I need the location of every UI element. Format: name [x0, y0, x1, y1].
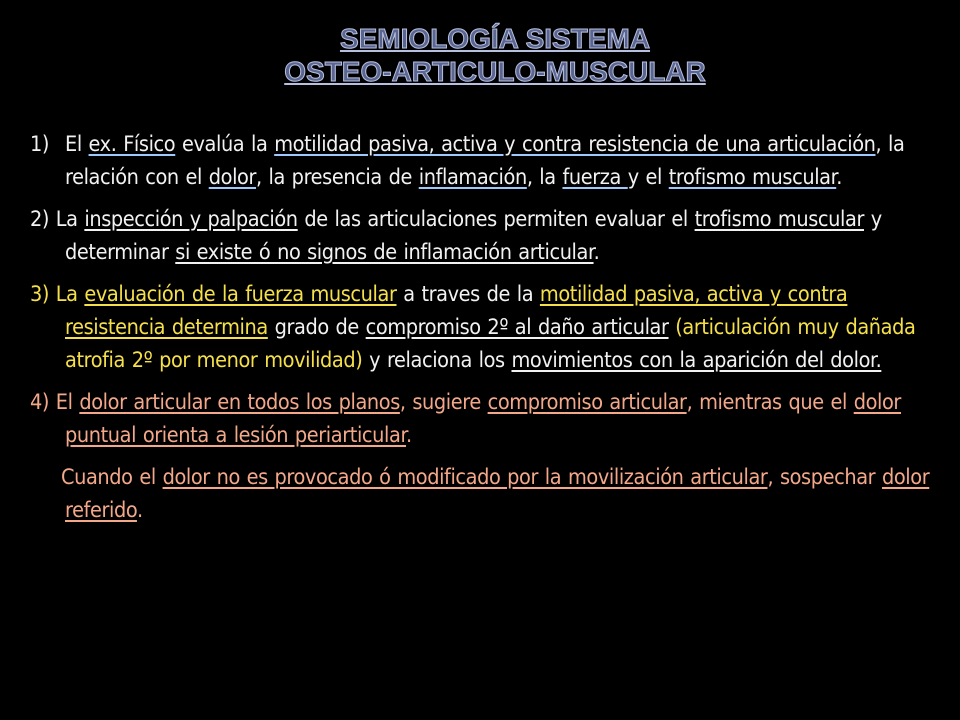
text: y el [627, 165, 669, 190]
text: 3) La [30, 282, 85, 307]
underlined-text: dolor puntual orienta a lesión periarticular [65, 390, 901, 448]
underlined-text: motilidad pasiva, activa y contra resistencia determina [65, 282, 848, 340]
text: 4) El [30, 390, 80, 415]
text: El [65, 132, 89, 157]
text: . [136, 498, 143, 523]
text: evalúa la [175, 132, 275, 157]
text: , sospechar [767, 465, 882, 490]
paragraph-3 [30, 278, 942, 377]
underlined-text: dolor no es provocado ó modificado por la movilización articular [162, 465, 768, 490]
underlined-text: si existe ó no signos de inflamación articular [175, 240, 594, 265]
text: , la relación con el [65, 132, 905, 190]
underlined-text: inspección y palpación [84, 207, 298, 232]
text: a traves de la [396, 282, 540, 307]
text: grado de [267, 315, 366, 340]
underlined-text: trofismo muscular [694, 207, 864, 232]
underlined-text: dolor referido [65, 465, 930, 523]
underlined-text: movimientos con la aparición del dolor. [511, 348, 882, 373]
text: y determinar [65, 207, 882, 265]
text: , sugiere [399, 390, 488, 415]
paragraph-1-number: 1) [30, 132, 50, 157]
text: de las articulaciones permiten evaluar el [297, 207, 695, 232]
underlined-text: dolor articular en todos los planos [79, 390, 400, 415]
paragraph-2 [30, 203, 942, 269]
underlined-text: compromiso articular [487, 390, 687, 415]
text: . [836, 165, 842, 190]
text: 2) La [30, 207, 85, 232]
text: (articulación muy dañada atrofia 2º por menor movilidad) [65, 315, 916, 373]
slide-title-line-1: SEMIOLOGÍA SISTEMA [339, 23, 651, 54]
paragraph-4 [30, 386, 942, 452]
paragraph-1 [30, 128, 942, 194]
slide-body [30, 128, 942, 536]
text: . [406, 423, 412, 448]
text: Cuando el [61, 465, 163, 490]
underlined-text: fuerza [562, 165, 628, 190]
underlined-text: evaluación de la fuerza muscular [84, 282, 397, 307]
slide-title [0, 22, 960, 88]
slide-title-line-2: OSTEO-ARTICULO-MUSCULAR [284, 56, 706, 87]
underlined-text: motilidad pasiva, activa y contra resistencia de una articulación [274, 132, 876, 157]
underlined-text: trofismo muscular [668, 165, 837, 190]
underlined-text: ex. Físico [88, 132, 176, 157]
paragraph-5 [30, 461, 942, 527]
text: , mientras que el [686, 390, 854, 415]
underlined-text: compromiso 2º al daño articular [365, 315, 669, 340]
text: , la presencia de [256, 165, 419, 190]
text: , la [526, 165, 563, 190]
underlined-text: dolor [208, 165, 257, 190]
text: y relaciona los [362, 348, 512, 373]
text: . [593, 240, 600, 265]
underlined-text: inflamación [418, 165, 527, 190]
